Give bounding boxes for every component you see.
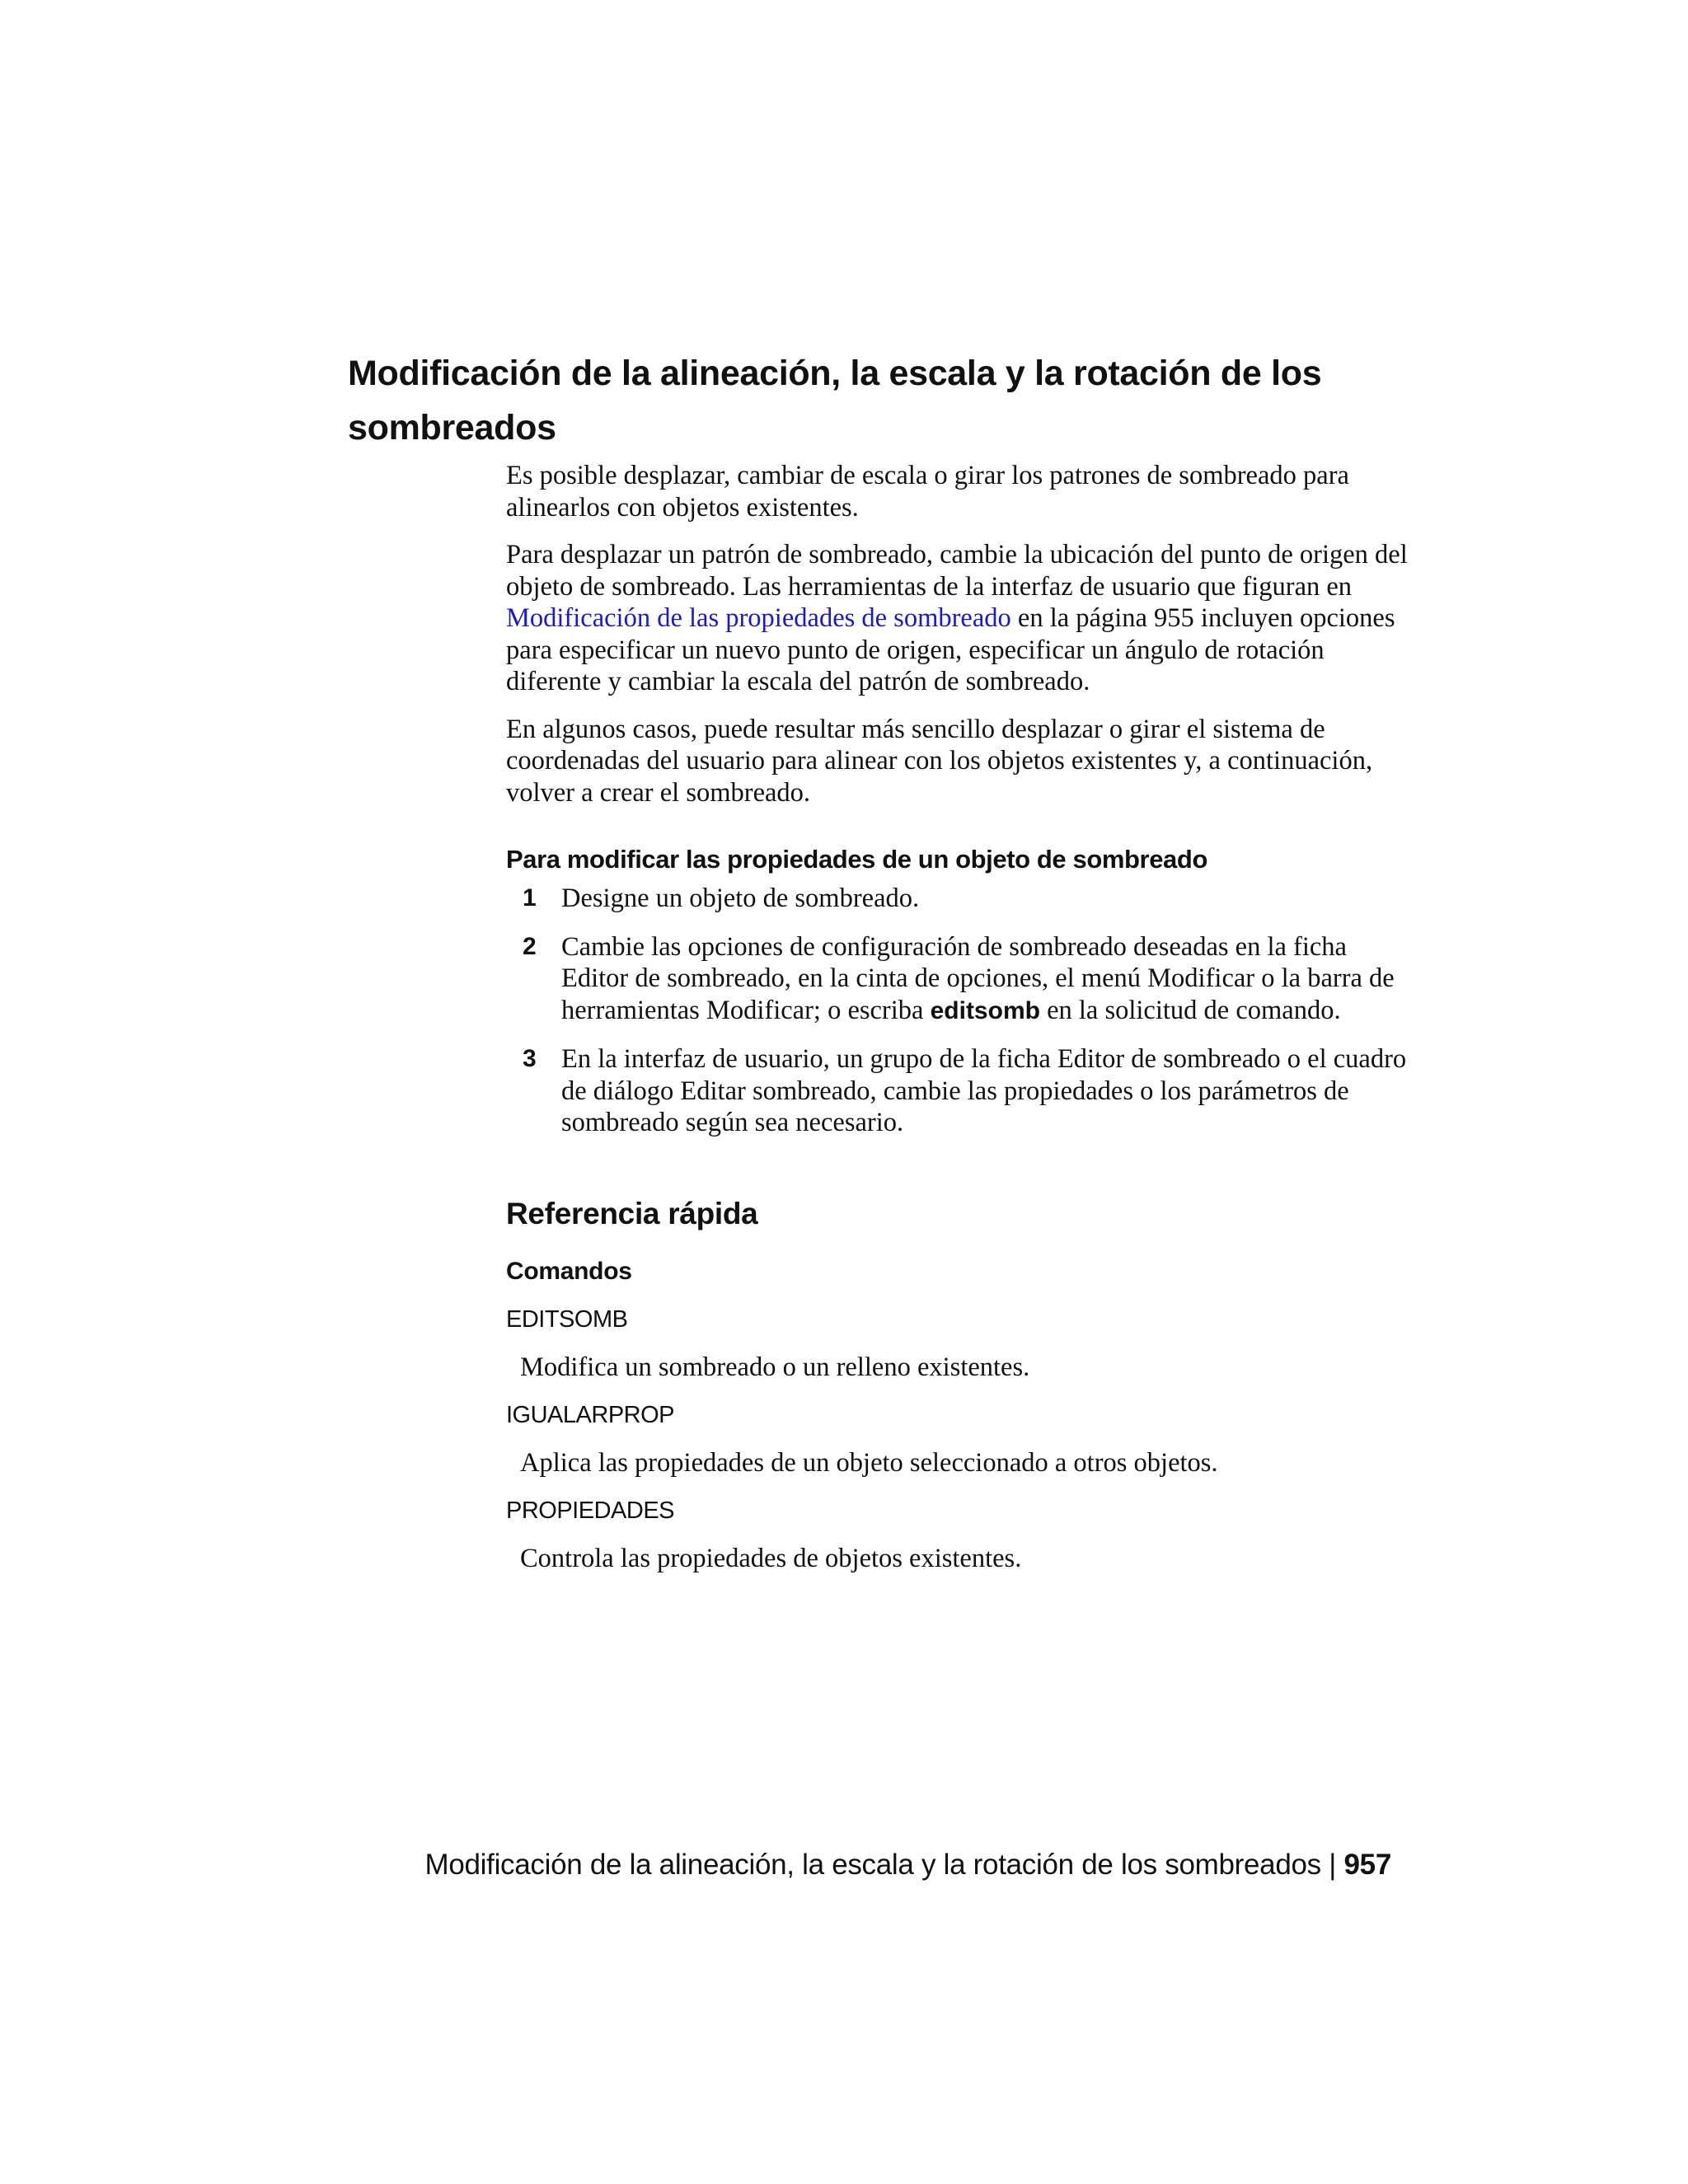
procedure-step	[506, 883, 1409, 915]
step-text-start: Cambie las opciones de configuración de sombreado deseadas en la ficha Editor de sombreado, en la cinta de opciones, el menú Modificar o la barra de herramientas Modificar; o escriba	[561, 931, 1395, 1025]
command-name: PROPIEDADES	[506, 1497, 674, 1524]
page-title: Modificación de la alineación, la escala y la rotación de los sombreados	[348, 354, 1322, 448]
origin-paragraph-text-end: en la página 955 incluyen opciones para especificar un nuevo punto de origen, especificar un ángulo de rotación diferente y cambiar la escala del patrón de sombreado.	[506, 603, 1395, 696]
page-footer	[247, 1846, 1391, 1884]
origin-paragraph	[506, 539, 1409, 698]
command-keyword: editsomb	[930, 996, 1040, 1024]
footer-separator: |	[1320, 1849, 1344, 1881]
procedure-heading: Para modificar las propiedades de un objeto de sombreado	[506, 845, 1207, 874]
quick-reference-heading: Referencia rápida	[506, 1196, 758, 1230]
step-text	[561, 931, 1409, 1028]
step-text-end: en la solicitud de comando.	[1039, 995, 1341, 1025]
ucs-paragraph: En algunos casos, puede resultar más sencillo desplazar o girar el sistema de coordenadas del usuario para alinear con los objetos existentes y, a continuación, volver a crear el sombreado.	[506, 714, 1373, 808]
footer-title: Modificación de la alineación, la escala y la rotación de los sombreados	[424, 1849, 1321, 1881]
procedure-step	[506, 931, 1409, 1028]
procedure-step	[506, 1043, 1409, 1139]
command-description: Aplica las propiedades de un objeto seleccionado a otros objetos.	[520, 1447, 1218, 1478]
origin-paragraph-text-start: Para desplazar un patrón de sombreado, cambie la ubicación del punto de origen del objeto de sombreado. Las herramientas de la interfaz de usuario que figuran en	[506, 540, 1408, 602]
step-text: En la interfaz de usuario, un grupo de la ficha Editor de sombreado o el cuadro de diálogo Editar sombreado, cambie las propiedades o los parámetros de sombreado según sea necesario.	[561, 1044, 1407, 1137]
procedure-steps	[506, 883, 1409, 1139]
command-list	[506, 1304, 1409, 1574]
step-text: Designe un objeto de sombreado.	[561, 883, 920, 913]
main-content	[506, 460, 1409, 1591]
step-number: 2	[523, 932, 537, 960]
step-number: 3	[523, 1045, 537, 1072]
command-name: EDITSOMB	[506, 1305, 628, 1333]
page-number: 957	[1343, 1849, 1391, 1881]
command-name: IGUALARPROP	[506, 1401, 674, 1428]
command-description: Modifica un sombreado o un relleno existentes.	[520, 1352, 1030, 1382]
intro-paragraph: Es posible desplazar, cambiar de escala o girar los patrones de sombreado para alinearlos con objetos existentes.	[506, 461, 1349, 523]
command-description: Controla las propiedades de objetos existentes.	[520, 1543, 1022, 1573]
step-number: 1	[523, 884, 537, 912]
hatch-properties-link[interactable]: Modificación de las propiedades de sombreado	[506, 603, 1011, 633]
commands-heading: Comandos	[506, 1257, 632, 1285]
